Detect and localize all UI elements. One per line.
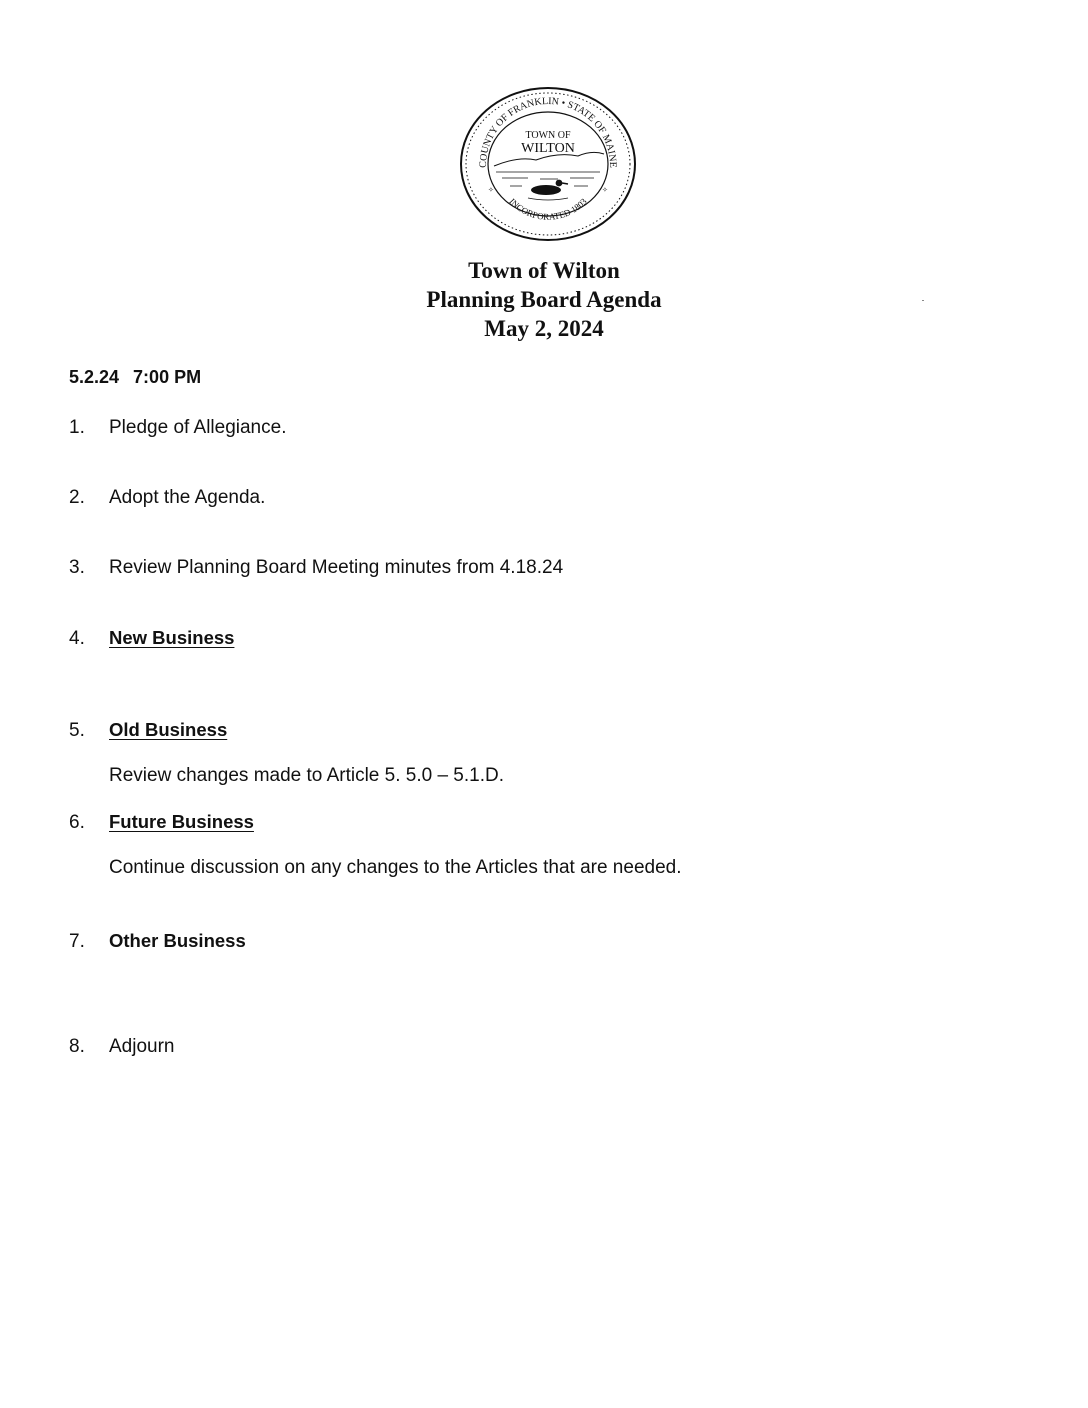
seal-wilton-text: WILTON xyxy=(521,141,575,156)
agenda-item-number: 4. xyxy=(69,628,85,649)
seal-star-right-icon: ✧ xyxy=(602,186,608,194)
town-seal-graphic xyxy=(458,86,638,246)
agenda-item-8 xyxy=(69,1035,175,1059)
town-name-heading: Town of Wilton xyxy=(468,258,620,283)
loon-icon xyxy=(528,180,568,200)
future-business-detail: Continue discussion on any changes to the Articles that are needed. xyxy=(109,857,682,878)
agenda-item-number: 2. xyxy=(69,487,85,508)
agenda-item-1 xyxy=(69,416,286,440)
agenda-item-4 xyxy=(69,626,234,651)
agenda-item-7 xyxy=(69,929,246,954)
agenda-item-text: Review Planning Board Meeting minutes from 4.18.24 xyxy=(109,557,564,578)
old-business-heading: Old Business xyxy=(109,719,228,740)
document-title-block xyxy=(0,256,1088,343)
seal-bottom-arc-text: INCORPORATED 1803 xyxy=(507,196,589,222)
agenda-item-number: 1. xyxy=(69,417,85,438)
seal-town-of-text: TOWN OF xyxy=(525,130,571,141)
meeting-time: 7:00 PM xyxy=(133,367,202,387)
seal-star-left-icon: ✧ xyxy=(488,186,494,194)
meeting-datetime xyxy=(69,367,201,388)
agenda-item-number: 6. xyxy=(69,812,85,833)
new-business-heading: New Business xyxy=(109,627,235,648)
agenda-item-text: Adjourn xyxy=(109,1036,175,1057)
agenda-item-5 xyxy=(69,718,227,743)
old-business-detail: Review changes made to Article 5. 5.0 – 5.1.D. xyxy=(109,765,504,786)
scan-speck xyxy=(922,300,924,301)
agenda-item-2 xyxy=(69,486,265,510)
water-ripples-icon xyxy=(502,178,594,186)
seal-top-arc-text: COUNTY OF FRANKLIN • STATE OF MAINE xyxy=(477,95,619,168)
agenda-date-heading: May 2, 2024 xyxy=(484,316,604,341)
other-business-heading: Other Business xyxy=(109,930,246,951)
agenda-item-3 xyxy=(69,556,563,580)
agenda-item-number: 7. xyxy=(69,931,85,952)
board-agenda-heading: Planning Board Agenda xyxy=(426,287,662,312)
future-business-heading: Future Business xyxy=(109,811,254,832)
agenda-item-text: Adopt the Agenda. xyxy=(109,487,266,508)
meeting-date: 5.2.24 xyxy=(69,367,120,387)
agenda-item-number: 3. xyxy=(69,557,85,578)
agenda-item-number: 5. xyxy=(69,720,85,741)
agenda-item-number: 8. xyxy=(69,1036,85,1057)
agenda-item-6 xyxy=(69,810,254,835)
town-seal xyxy=(458,86,638,246)
agenda-item-text: Pledge of Allegiance. xyxy=(109,417,287,438)
